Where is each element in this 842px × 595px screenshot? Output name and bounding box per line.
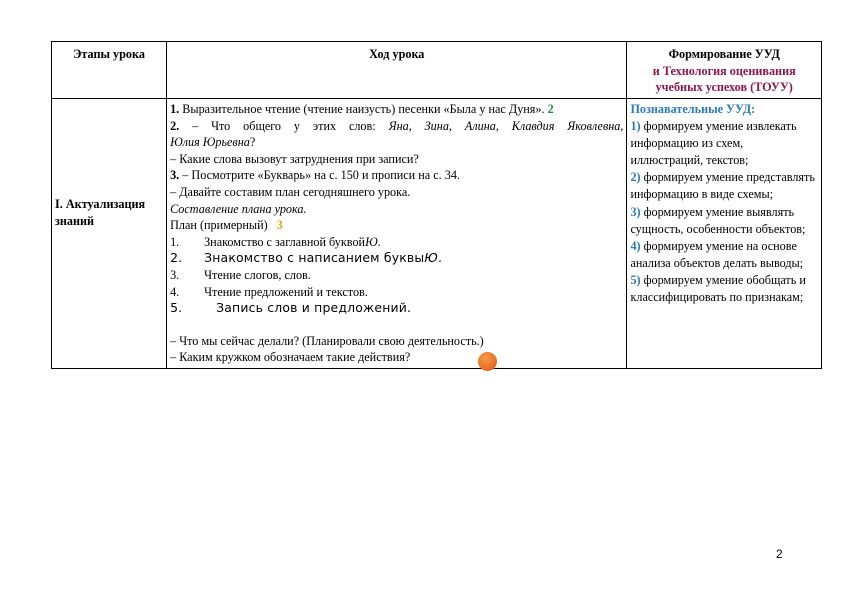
course-plan-caption: Составление плана урока. [170, 201, 307, 216]
course-cell [167, 99, 627, 369]
uud-item: 1) формируем умение извлекать информацию из схем, иллюстраций, текстов; [630, 119, 797, 168]
header-uud-line2: и Технология оценивания учебных успехов (ТОУУ) [652, 63, 796, 95]
orange-circle-icon [478, 352, 497, 371]
lesson-table [51, 41, 822, 369]
header-course: Ход урока [167, 42, 627, 99]
badge-2: 2 [547, 102, 554, 116]
stage-title: I. Актуализация знаний [55, 197, 146, 229]
header-uud-line1: Формирование УУД [668, 47, 780, 61]
plan-item: 5. Запись слов и предложений. [170, 300, 412, 316]
course-plan-prompt: – Давайте составим план сегодняшнего урока. [170, 184, 411, 199]
course-plan-label: План (примерный) 3 [170, 218, 283, 233]
badge-3: 3 [276, 218, 283, 233]
header-stages: Этапы урока [52, 42, 167, 99]
plan-item: 2. Знакомство с написанием буквы Ю . [170, 250, 443, 266]
plan-item: 4. Чтение предложений и текстов. [170, 284, 368, 299]
course-item-3: 3. – Посмотрите «Букварь» на с. 150 и прописи на с. 34. [170, 168, 460, 183]
course-question-done: – Что мы сейчас делали? (Планировали свою деятельность.) [170, 333, 484, 348]
uud-item: 3) формируем умение выявлять сущность, особенности объектов; [630, 204, 806, 236]
course-question-circle: – Каким кружком обозначаем такие действия? [170, 350, 411, 365]
uud-item: 5) формируем умение обобщать и классифицировать по признакам; [630, 272, 806, 305]
table-row [52, 99, 822, 369]
plan-item: 3. Чтение слогов, слов. [170, 267, 311, 282]
header-row [52, 42, 822, 99]
header-uud [627, 42, 822, 99]
plan-item: 1. Знакомство с заглавной буквой Ю . [170, 234, 381, 249]
uud-cell [627, 99, 822, 369]
stage-cell [52, 99, 167, 369]
course-question-hard-words: – Какие слова вызовут затруднения при записи? [170, 151, 419, 166]
uud-title: Познавательные УУД: [630, 102, 756, 116]
page-number: 2 [776, 547, 783, 561]
uud-item: 4) формируем умение на основе анализа объектов делать выводы; [630, 238, 804, 270]
course-item-1: 1. Выразительное чтение (чтение наизусть) песенки «Была у нас Дуня». 2 [170, 102, 554, 116]
course-item-2: 2. – Что общего у этих слов: Яна, Зина, Алина, Клавдия Яковлевна, [170, 118, 624, 133]
course-item-2-cont: Юлия Юрьевна? [170, 135, 256, 150]
uud-item: 2) формируем умение представлять информацию в виде схемы; [630, 170, 815, 202]
